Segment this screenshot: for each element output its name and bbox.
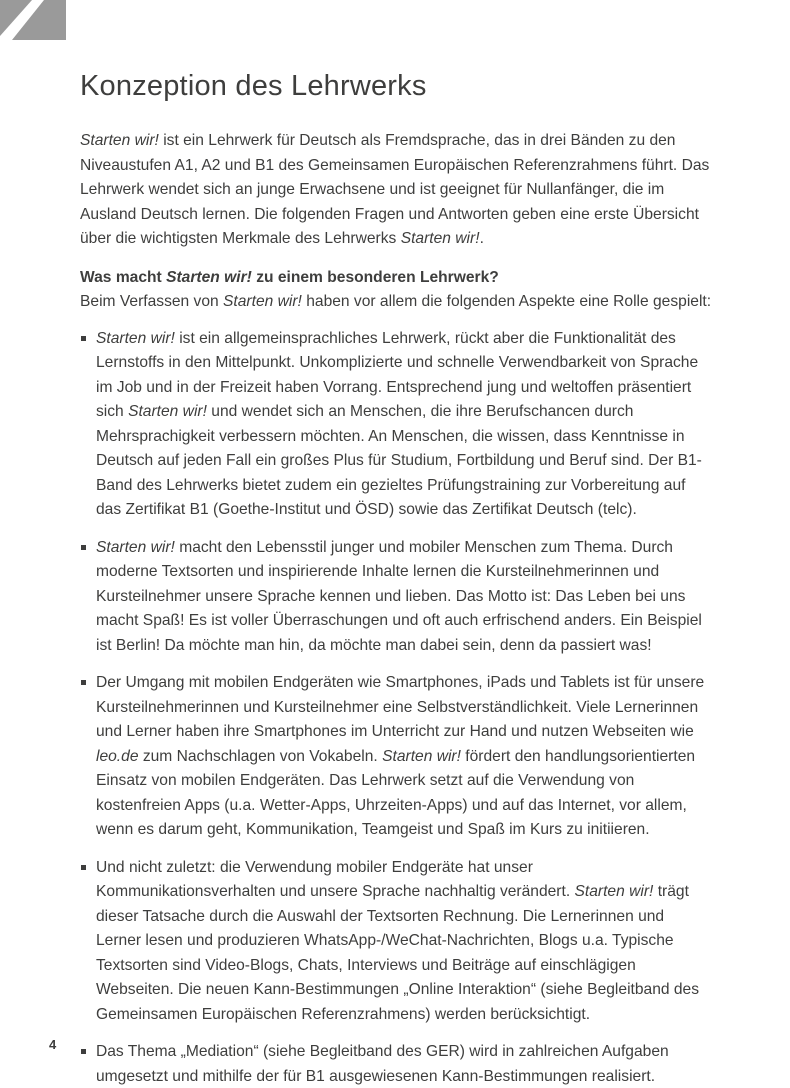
list-item-text: Starten wir! ist ein allgemeinsprachliches Lehrwerk, rückt aber die Funktionalität des Lernstoffs in den Mittelpunkt. Unkomplizierte und schnelle Verwendbarkeit von Sprache im Job und in der Freizeit haben Vorrang. Entsprechend jung und weltoffen präsentiert sich Starten wir! und wendet sich an Menschen, die ihre Berufschancen durch Mehrsprachigkeit verbessern möchten. An Menschen, die wissen, dass Kenntnisse in Deutsch auf jeden Fall ein großes Plus für Studium, Fortbildung und Beruf sind. Der B1-Band des Lehrwerks bietet zudem ein gezieltes Prüfungstraining zur Vorbereitung auf das Zertifikat B1 (Goethe-Institut und ÖSD) sowie das Zertifikat Deutsch (telc). (96, 329, 702, 518)
list-item-text: Das Thema „Mediation“ (siehe Begleitband des GER) wird in zahlreichen Aufgaben umgesetzt und mithilfe der für B1 ausgewiesenen Kann-Bestimmungen realisiert. (96, 1043, 669, 1085)
list-item-text: Starten wir! macht den Lebensstil junger und mobiler Menschen zum Thema. Durch moderne Textsorten und inspirierende Inhalte lernen die Kursteilnehmerinnen und Kursteilnehmer unsere Sprache kennen und lieben. Das Motto ist: Das Leben bei uns macht Spaß! Es ist voller Überraschungen und oft auch erfrischend anders. Ein Beispiel ist Berlin! Da möchte man hin, da möchte man dabei sein, denn da passiert was! (96, 538, 702, 654)
lead-paragraph: Beim Verfassen von Starten wir! haben vor allem die folgenden Aspekte eine Rolle gespielt: (80, 293, 712, 310)
list-item (80, 327, 712, 523)
list-item-text: Der Umgang mit mobilen Endgeräten wie Smartphones, iPads und Tablets ist für unsere Kursteilnehmerinnen und Kursteilnehmer eine Selbstverständlichkeit. Viele Lernerinnen und Lerner haben ihre Smartphones im Unterricht zur Hand und nutzen Webseiten wie leo.de zum Nachschlagen von Vokabeln. Starten wir! fördert den handlungsorientierten Einsatz von mobilen Endgeräten. Das Lehrwerk setzt auf die Verwendung von kostenfreien Apps (u.a. Wetter-Apps, Uhrzeiten-Apps) und auf das Internet, vor allem, wenn es darum geht, Kommunikation, Teamgeist und Spaß im Kurs zu initiieren. (96, 674, 705, 838)
list-item (80, 856, 712, 1028)
square-bullet-icon (81, 865, 86, 870)
page-title: Konzeption des Lehrwerks (80, 70, 427, 102)
feature-list (80, 327, 712, 1088)
page-corner-decoration-icon (0, 0, 66, 40)
square-bullet-icon (81, 1049, 86, 1054)
list-item (80, 671, 712, 843)
section-heading: Was macht Starten wir! zu einem besonderen Lehrwerk? (80, 268, 499, 286)
page-content (80, 70, 712, 1088)
square-bullet-icon (81, 336, 86, 341)
page-number: 4 (49, 1037, 57, 1052)
intro-paragraph: Starten wir! ist ein Lehrwerk für Deutsch als Fremdsprache, das in drei Bänden zu den Niveaustufen A1, A2 und B1 des Gemeinsamen Europäischen Referenzrahmens führt. Das Lehrwerk wendet sich an junge Erwachsene und ist geeignet für Nullanfänger, die im Ausland Deutsch lernen. Die folgenden Fragen und Antworten geben eine erste Übersicht über die wichtigsten Merkmale des Lehrwerks Starten wir!. (80, 132, 710, 247)
list-item (80, 1040, 712, 1088)
list-item (80, 536, 712, 659)
square-bullet-icon (81, 545, 86, 550)
square-bullet-icon (81, 680, 86, 685)
list-item-text: Und nicht zuletzt: die Verwendung mobiler Endgeräte hat unser Kommunikationsverhalten und unsere Sprache nachhaltig verändert. Starten wir! trägt dieser Tatsache durch die Auswahl der Textsorten Rechnung. Die Lernerinnen und Lerner lesen und produzieren WhatsApp-/WeChat-Nachrichten, Blogs u.a. Typische Textsorten sind Video-Blogs, Chats, Interviews und Beiträge auf einschlägigen Webseiten. Die neuen Kann-Bestimmungen „Online Interaktion“ (siehe Begleitband des Gemeinsamen Europäischen Referenzrahmens) werden berücksichtigt. (96, 858, 700, 1023)
